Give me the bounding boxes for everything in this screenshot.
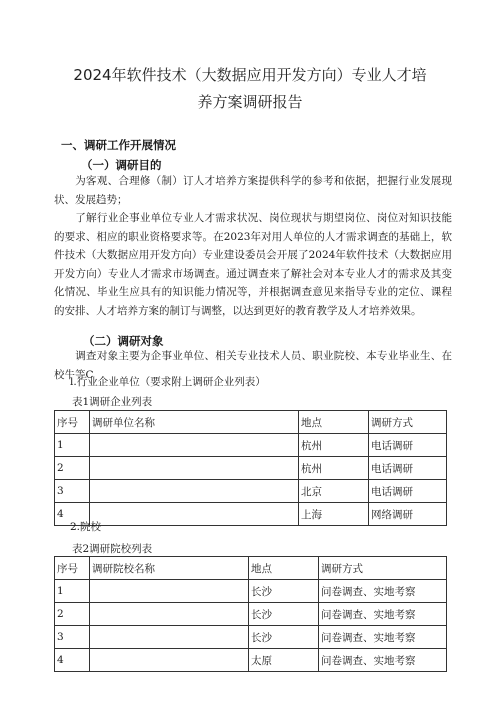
column-header: 序号	[55, 411, 90, 434]
cell-index: 3	[55, 626, 90, 649]
table-row	[55, 503, 447, 526]
cell-location: 杭州	[299, 457, 369, 480]
enterprise-table	[54, 410, 447, 526]
cell-name	[90, 626, 249, 649]
cell-index: 2	[55, 603, 90, 626]
paragraph-purpose-1	[54, 172, 452, 209]
column-header: 调研方式	[319, 557, 447, 580]
cell-name	[90, 434, 299, 457]
column-header: 调研院校名称	[90, 557, 249, 580]
cell-index: 4	[55, 503, 90, 526]
cell-location: 上海	[299, 503, 369, 526]
cell-location: 长沙	[249, 626, 319, 649]
cell-name	[90, 649, 249, 672]
cell-method: 网络调研	[369, 503, 447, 526]
cell-location: 北京	[299, 480, 369, 503]
subsection-heading-targets: （二）调研对象	[83, 334, 164, 348]
cell-index: 3	[55, 480, 90, 503]
cell-method: 问卷调查、实地考察	[319, 603, 447, 626]
table-row	[55, 626, 447, 649]
cell-location: 长沙	[249, 603, 319, 626]
cell-method: 问卷调查、实地考察	[319, 649, 447, 672]
column-header: 调研方式	[369, 411, 447, 434]
table-row	[55, 457, 447, 480]
table1-caption: 表1调研企业列表	[72, 396, 153, 408]
cell-name	[90, 603, 249, 626]
table-row	[55, 603, 447, 626]
cell-method: 问卷调查、实地考察	[319, 626, 447, 649]
column-header: 序号	[55, 557, 90, 580]
table2-caption: 表2调研院校列表	[72, 543, 153, 555]
cell-name	[90, 503, 299, 526]
cell-method: 问卷调查、实地考察	[319, 580, 447, 603]
cell-name	[90, 457, 299, 480]
table-header-row	[55, 557, 447, 580]
cell-name	[90, 480, 299, 503]
subsection-heading-purpose: （一）调研目的	[81, 158, 162, 172]
report-title-line2: 养方案调研报告	[197, 93, 303, 111]
column-header: 地点	[249, 557, 319, 580]
paragraph-purpose-2	[54, 209, 452, 320]
item-industry-units: l.行业企业单位（要求附上调研企业列表）	[70, 376, 266, 388]
table-row	[55, 649, 447, 672]
cell-index: 2	[55, 457, 90, 480]
cell-location: 太原	[249, 649, 319, 672]
table-header-row	[55, 411, 447, 434]
cell-location: 长沙	[249, 580, 319, 603]
cell-name	[90, 580, 249, 603]
column-header: 地点	[299, 411, 369, 434]
cell-method: 电话调研	[369, 434, 447, 457]
cell-method: 电话调研	[369, 480, 447, 503]
paragraph-purpose-2-text: 了解行业企事业单位专业人才需求状况、岗位现状与期望岗位、岗位对知识技能的要求、相应的职业资格要求等。在2023年对用人单位的人才需求调查的基础上，软件技术（大数据应用开发方向）专业建设委员会开展了2024年软件技术（大数据应用开发方向）专业人才需求市场调查。通过调查来了解社会对本专业人才的需求及其变化情况、毕业生应具有的知识能力情况等，并根据调查意见来指导专业的定位、课程的安排、人才培养方案的制订与调整，以达到更好的教育教学及人才培养效果。	[54, 212, 452, 317]
cell-index: 4	[55, 649, 90, 672]
item-colleges: 2.院校	[70, 521, 102, 533]
college-table	[54, 556, 447, 672]
cell-index: 1	[55, 434, 90, 457]
section-heading-1: 一、调研工作开展情况	[61, 138, 176, 152]
table-row	[55, 480, 447, 503]
report-title-line1: 2024年软件技术（大数据应用开发方向）专业人才培	[73, 66, 427, 84]
paragraph-targets-text: 调查对象主要为企事业单位、相关专业技术人员、职业院校、本专业毕业生、在校牛等C	[54, 350, 452, 381]
column-header: 调研单位名称	[90, 411, 299, 434]
cell-method: 电话调研	[369, 457, 447, 480]
cell-location: 杭州	[299, 434, 369, 457]
table-row	[55, 434, 447, 457]
table-row	[55, 580, 447, 603]
paragraph-purpose-1-text: 为客观、合理修（制）订人才培养方案提供科学的参考和依据，把握行业发展现状、发展趋势；	[54, 175, 452, 206]
cell-index: 1	[55, 580, 90, 603]
